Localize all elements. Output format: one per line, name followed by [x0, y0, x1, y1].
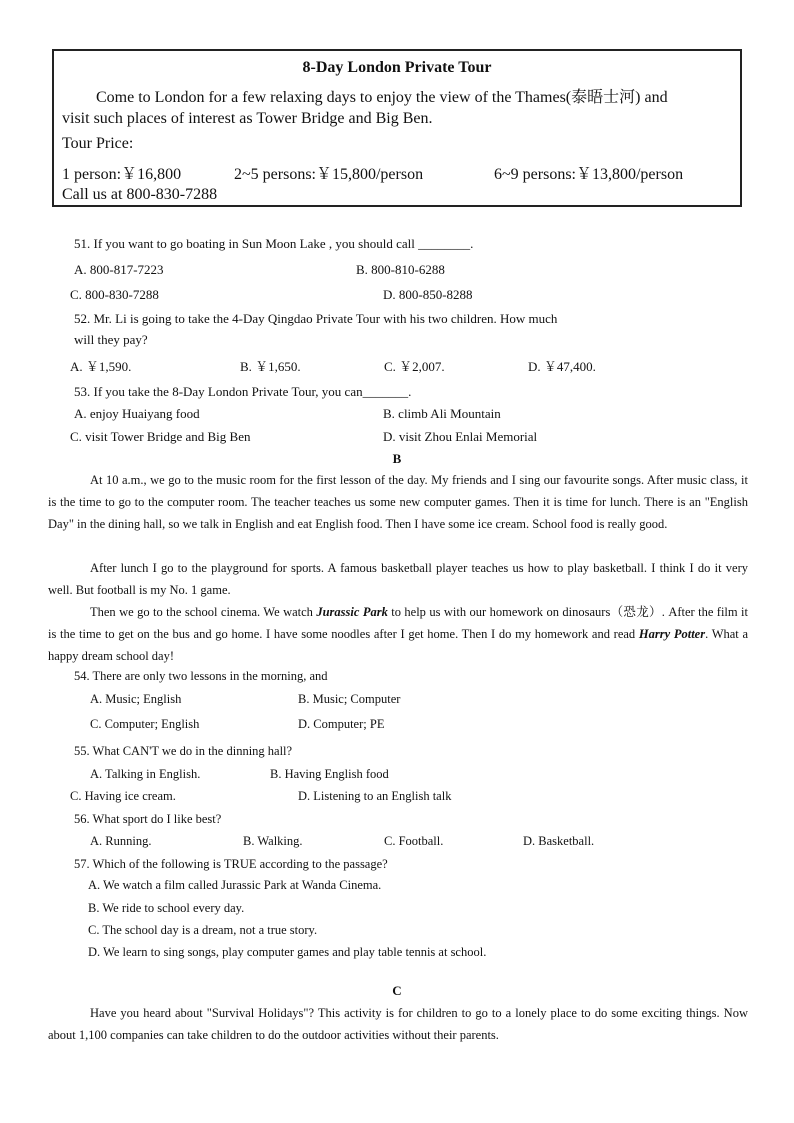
passage-b-p3-text-b: to help us with our homework on dinosaurs（恐龙）. After the film it is the time to get on the bus and go home. I have some noodles after I get home. Then I do my homework and read — [48, 605, 748, 641]
section-b-heading: B — [392, 451, 402, 466]
q56-option-b: B. Walking. — [243, 834, 303, 848]
question-56: 56. What sport do I like best? — [74, 812, 222, 826]
tour-price-small-group: 2~5 persons:￥15,800/person — [234, 166, 424, 183]
question-55: 55. What CAN'T we do in the dinning hall? — [74, 744, 293, 758]
q55-option-d: D. Listening to an English talk — [298, 789, 452, 803]
q53-option-b: B. climb Ali Mountain — [383, 406, 501, 421]
q52-option-a: A. ￥1,590. — [70, 359, 132, 374]
q52-option-b: B. ￥1,650. — [240, 359, 301, 374]
tour-price-label: Tour Price: — [62, 135, 134, 152]
q51-option-b: B. 800-810-6288 — [356, 262, 445, 277]
passage-b-paragraph-3 — [48, 601, 748, 667]
q56-option-d: D. Basketball. — [523, 834, 595, 848]
q57-option-d: D. We learn to sing songs, play computer games and play table tennis at school. — [88, 945, 487, 959]
question-52-line2: will they pay? — [74, 332, 148, 347]
q54-option-a: A. Music; English — [90, 692, 182, 706]
q52-option-c: C. ￥2,007. — [384, 359, 445, 374]
q55-option-b: B. Having English food — [270, 767, 389, 781]
question-51: 51. If you want to go boating in Sun Moon Lake , you should call ________. — [74, 236, 474, 251]
q51-option-a: A. 800-817-7223 — [74, 262, 164, 277]
q51-option-c: C. 800-830-7288 — [70, 287, 159, 302]
q56-option-a: A. Running. — [90, 834, 152, 848]
q51-option-d: D. 800-850-8288 — [383, 287, 473, 302]
question-52-line1: 52. Mr. Li is going to take the 4-Day Qingdao Private Tour with his two children. How much — [74, 311, 558, 326]
question-57: 57. Which of the following is TRUE according to the passage? — [74, 857, 388, 871]
q55-option-a: A. Talking in English. — [90, 767, 201, 781]
q53-option-d: D. visit Zhou Enlai Memorial — [383, 429, 538, 444]
q56-option-c: C. Football. — [384, 834, 444, 848]
tour-price-single: 1 person:￥16,800 — [62, 166, 182, 183]
passage-b-p3-text-c: . What a happy dream school day! — [48, 627, 749, 663]
passage-c-p1-text: Have you heard about "Survival Holidays"? This activity is for children to go to a lonely place to do some exciting things. Now about 1,100 companies can take children to do the outdoor activities without their parents. — [48, 1006, 748, 1042]
q53-option-c: C. visit Tower Bridge and Big Ben — [70, 429, 251, 444]
q54-option-c: C. Computer; English — [90, 717, 200, 731]
section-c-heading: C — [392, 983, 402, 998]
q53-option-a: A. enjoy Huaiyang food — [74, 406, 200, 421]
passage-c-paragraph-1 — [48, 1002, 748, 1046]
q52-option-d: D. ￥47,400. — [528, 359, 596, 374]
question-54: 54. There are only two lessons in the morning, and — [74, 669, 328, 683]
tour-description-line2: visit such places of interest as Tower Bridge and Big Ben. — [62, 110, 433, 127]
tour-phone: Call us at 800-830-7288 — [62, 186, 218, 203]
q54-option-d: D. Computer; PE — [298, 717, 385, 731]
movie-title: Jurassic Park — [316, 605, 388, 619]
passage-b-paragraph-1 — [48, 469, 748, 535]
q57-option-c: C. The school day is a dream, not a true story. — [88, 923, 318, 937]
question-53: 53. If you take the 8-Day London Private Tour, you can_______. — [74, 384, 412, 399]
tour-description-line1: Come to London for a few relaxing days to enjoy the view of the Thames(泰晤士河) and — [96, 89, 668, 106]
passage-b-p2-text: After lunch I go to the playground for sports. A famous basketball player teaches us how to play basketball. I think I do it very well. But football is my No. 1 game. — [48, 561, 748, 597]
q55-option-c: C. Having ice cream. — [70, 789, 176, 803]
passage-b-p3-text-a: Then we go to the school cinema. We watch — [90, 605, 317, 619]
tour-ad-box — [52, 49, 742, 207]
q57-option-a: A. We watch a film called Jurassic Park at Wanda Cinema. — [88, 878, 382, 892]
q57-option-b: B. We ride to school every day. — [88, 901, 245, 915]
book-title: Harry Potter — [638, 627, 706, 641]
passage-b-p1-text: At 10 a.m., we go to the music room for the first lesson of the day. My friends and I sing our favourite songs. After music class, it is the time to go to the computer room. The teacher teaches us some new computer games. Then it is time for lunch. There is an "English Day" in the dining hall, so we talk in English and eat English food. Then I have some ice cream. School food is really good. — [48, 473, 748, 531]
tour-title: 8-Day London Private Tour — [302, 59, 492, 76]
passage-b-paragraph-2 — [48, 557, 748, 601]
tour-price-large-group: 6~9 persons:￥13,800/person — [494, 166, 684, 183]
q54-option-b: B. Music; Computer — [298, 692, 401, 706]
